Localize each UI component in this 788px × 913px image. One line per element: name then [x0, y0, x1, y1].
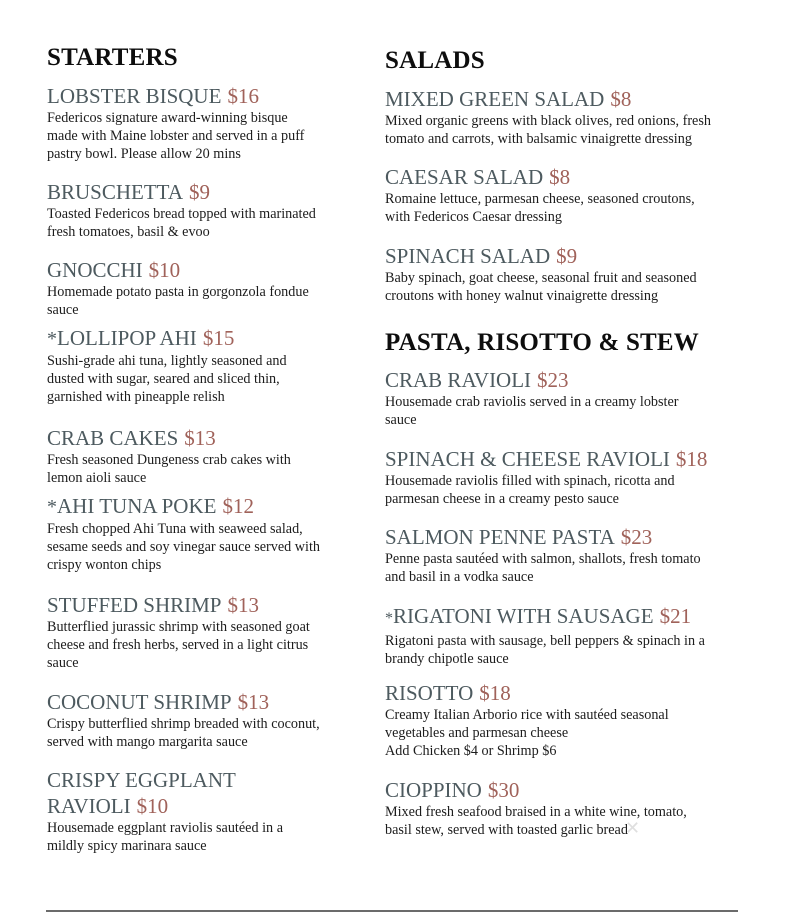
description-line: Housemade crab raviolis served in a creamy lobster: [385, 394, 679, 410]
menu-item-rigatoni-with-sausage: [385, 604, 705, 668]
item-description: [47, 715, 320, 751]
description-line: croutons with honey walnut vinaigrette dressing: [385, 288, 659, 304]
bottom-divider: [46, 910, 738, 912]
item-description: [385, 632, 705, 668]
section-heading-starters: STARTERS: [47, 44, 178, 71]
item-description: [47, 109, 304, 163]
description-line: Penne pasta sautéed with salmon, shallots, fresh tomato: [385, 551, 701, 567]
item-price: $16: [227, 84, 259, 108]
section-heading-salads: SALADS: [385, 47, 485, 74]
menu-item-crab-ravioli: [385, 368, 679, 429]
description-line: basil stew, served with toasted garlic bread: [385, 822, 628, 838]
item-price: $8: [549, 165, 571, 189]
item-description: [385, 112, 711, 148]
item-name: BRUSCHETTA: [47, 180, 183, 204]
description-line: Housemade eggplant raviolis sautéed in a: [47, 820, 283, 836]
item-description: [47, 819, 283, 855]
description-line: sauce: [385, 412, 417, 428]
item-price: $12: [222, 494, 254, 518]
item-description: [47, 352, 287, 406]
description-line: pastry bowl. Please allow 20 mins: [47, 146, 241, 162]
description-line: Fresh seasoned Dungeness crab cakes with: [47, 452, 291, 468]
description-line: Federicos signature award-winning bisque: [47, 110, 288, 126]
description-line: Toasted Federicos bread topped with marinated: [47, 206, 316, 222]
item-name: SPINACH & CHEESE RAVIOLI: [385, 447, 670, 471]
item-price: $9: [189, 180, 210, 204]
description-line: lemon aioli sauce: [47, 470, 147, 486]
description-line: with Federicos Caesar dressing: [385, 209, 562, 225]
description-line: Rigatoni pasta with sausage, bell peppers & spinach in a: [385, 633, 705, 649]
item-description: [385, 269, 697, 305]
item-price: $10: [136, 794, 169, 818]
item-price: $10: [148, 258, 181, 282]
description-line: Crispy butterflied shrimp breaded with coconut,: [47, 716, 320, 732]
item-price: $18: [675, 447, 708, 471]
menu-item-salmon-penne-pasta: [385, 525, 701, 586]
raw-item-asterisk: *: [47, 496, 57, 518]
description-line: tomato and carrots, with balsamic vinaigrette dressing: [385, 131, 692, 147]
description-line: Baby spinach, goat cheese, seasonal fruit and seasoned: [385, 270, 697, 286]
item-name: LOLLIPOP AHI: [57, 326, 197, 350]
raw-item-asterisk: *: [385, 610, 393, 627]
item-description: [47, 205, 316, 241]
item-name: CAESAR SALAD: [385, 165, 544, 189]
description-line: vegetables and parmesan cheese: [385, 725, 569, 741]
description-line: dusted with sugar, seared and sliced thin,: [47, 371, 280, 387]
menu-item-ahi-tuna-poke: [47, 494, 320, 574]
item-description: [385, 472, 707, 508]
item-price: $23: [537, 368, 569, 392]
item-description: [47, 283, 309, 319]
description-line: parmesan cheese in a creamy pesto sauce: [385, 491, 619, 507]
description-line: Homemade potato pasta in gorgonzola fondue: [47, 284, 309, 300]
item-description: [385, 550, 701, 586]
item-name: SPINACH SALAD: [385, 244, 551, 268]
description-line: mildly spicy marinara sauce: [47, 838, 207, 854]
item-price: $13: [237, 690, 270, 714]
description-line: Mixed fresh seafood braised in a white wine, tomato,: [385, 804, 687, 820]
menu-item-risotto: [385, 681, 669, 760]
item-name: SALMON PENNE PASTA: [385, 525, 615, 549]
item-name: RIGATONI WITH SAUSAGE: [393, 604, 654, 628]
description-line: crispy wonton chips: [47, 557, 162, 573]
description-line: fresh tomatoes, basil & evoo: [47, 224, 210, 240]
watermark-icon: ✕: [625, 818, 641, 839]
item-name: RAVIOLI: [47, 794, 131, 818]
description-line: sauce: [47, 655, 79, 671]
description-line: Mixed organic greens with black olives, red onions, fresh: [385, 113, 711, 129]
item-price: $9: [556, 244, 578, 268]
item-description: [47, 520, 320, 574]
item-price: $23: [620, 525, 653, 549]
item-name: STUFFED SHRIMP: [47, 593, 222, 617]
description-line: garnished with pineapple relish: [47, 389, 225, 405]
item-price: $8: [610, 87, 632, 111]
item-price: $13: [227, 593, 259, 617]
item-description: [47, 618, 310, 672]
menu-item-stuffed-shrimp: [47, 593, 310, 672]
item-description: [385, 706, 669, 760]
item-name-line: CRISPY EGGPLANT: [47, 768, 236, 792]
description-line: Romaine lettuce, parmesan cheese, seasoned croutons,: [385, 191, 695, 207]
item-name: LOBSTER BISQUE: [47, 84, 222, 108]
description-line: Add Chicken $4 or Shrimp $6: [385, 743, 557, 759]
item-price: $13: [184, 426, 216, 450]
menu-item-gnocchi: [47, 258, 309, 319]
description-line: cheese and fresh herbs, served in a light citrus: [47, 637, 309, 653]
item-price: $18: [479, 681, 511, 705]
item-price: $15: [202, 326, 235, 350]
menu-item-bruschetta: [47, 180, 316, 241]
item-description: [385, 393, 679, 429]
menu-item-lollipop-ahi: [47, 326, 287, 406]
item-name: RISOTTO: [385, 681, 474, 705]
item-description: [385, 190, 695, 226]
item-name: AHI TUNA POKE: [57, 494, 217, 518]
raw-item-asterisk: *: [47, 328, 57, 350]
menu-item-mixed-green-salad: [385, 87, 711, 148]
item-description: [385, 803, 687, 839]
description-line: Fresh chopped Ahi Tuna with seaweed salad,: [47, 521, 303, 537]
menu-item-cioppino: [385, 778, 687, 839]
item-price: $30: [487, 778, 520, 802]
section-heading-pasta-risotto-stew: PASTA, RISOTTO & STEW: [385, 329, 700, 356]
menu-item-caesar-salad: [385, 165, 695, 226]
description-line: sauce: [47, 302, 79, 318]
description-line: Butterflied jurassic shrimp with seasoned goat: [47, 619, 310, 635]
description-line: Housemade raviolis filled with spinach, ricotta and: [385, 473, 675, 489]
menu-item-spinach-cheese-ravioli: [385, 447, 707, 508]
menu-item-coconut-shrimp: [47, 690, 320, 751]
description-line: and basil in a vodka sauce: [385, 569, 534, 585]
item-name: CRAB RAVIOLI: [385, 368, 532, 392]
description-line: served with mango margarita sauce: [47, 734, 248, 750]
description-line: made with Maine lobster and served in a puff: [47, 128, 305, 144]
menu-item-lobster-bisque: [47, 84, 304, 163]
item-name: CIOPPINO: [385, 778, 482, 802]
item-name: GNOCCHI: [47, 258, 143, 282]
menu-item-crispy-eggplant-ravioli: [47, 768, 283, 855]
item-name: CRAB CAKES: [47, 426, 179, 450]
item-price: $21: [659, 604, 692, 628]
description-line: sesame seeds and soy vinegar sauce served with: [47, 539, 321, 555]
description-line: brandy chipotle sauce: [385, 651, 509, 667]
description-line: Creamy Italian Arborio rice with sautéed seasonal: [385, 707, 669, 723]
description-line: Sushi-grade ahi tuna, lightly seasoned and: [47, 353, 287, 369]
item-name: COCONUT SHRIMP: [47, 690, 232, 714]
menu-item-crab-cakes: [47, 426, 291, 487]
menu-item-spinach-salad: [385, 244, 697, 305]
item-description: [47, 451, 291, 487]
item-name: MIXED GREEN SALAD: [385, 87, 605, 111]
